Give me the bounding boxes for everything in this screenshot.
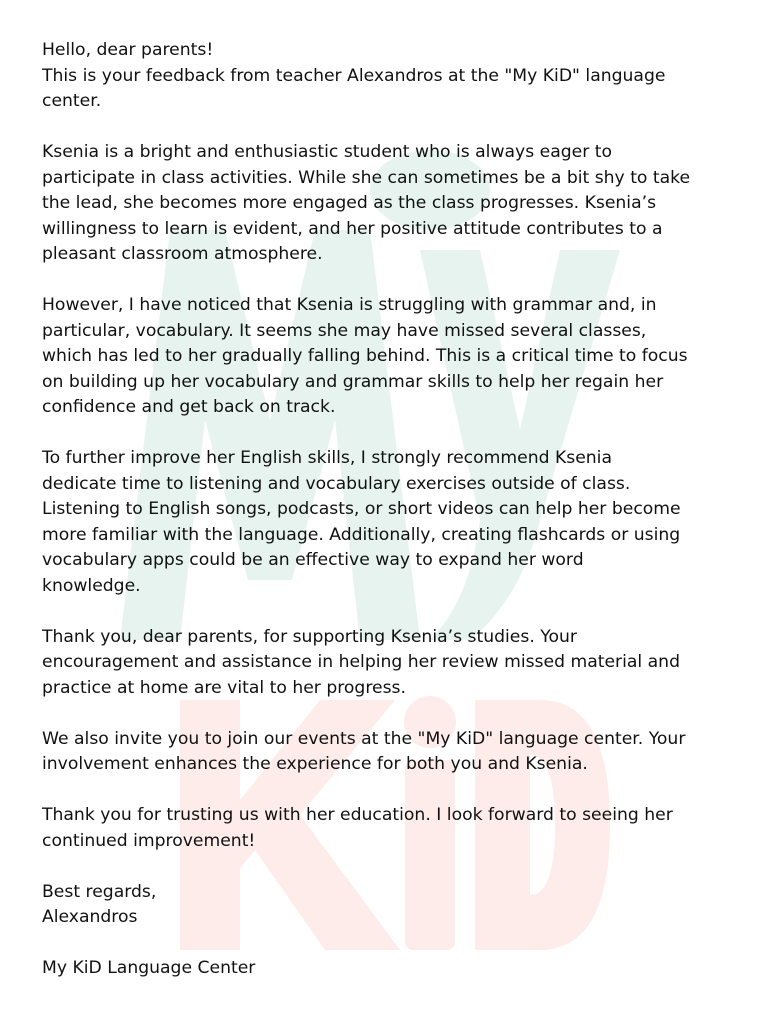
paragraph-thanks-parents bbox=[42, 625, 734, 702]
paragraph-line: knowledge. bbox=[42, 575, 141, 596]
paragraph-line: more familiar with the language. Additionally, creating flashcards or using bbox=[42, 524, 681, 545]
signature-block bbox=[42, 880, 734, 931]
paragraph-line: We also invite you to join our events at the "My KiD" language center. Your bbox=[42, 728, 686, 749]
paragraph-line: continued improvement! bbox=[42, 830, 256, 851]
paragraph-line: However, I have noticed that Ksenia is struggling with grammar and, in bbox=[42, 295, 657, 315]
paragraph-line: confidence and get back on track. bbox=[42, 397, 336, 417]
paragraph-line: willingness to learn is evident, and her positive attitude contributes to a bbox=[42, 218, 663, 239]
paragraph-recommendations bbox=[42, 446, 734, 599]
paragraph-line: To further improve her English skills, I strongly recommend Ksenia bbox=[42, 448, 612, 468]
paragraph-line: Thank you, dear parents, for supporting Ksenia’s studies. Your bbox=[42, 626, 577, 647]
paragraph-line: vocabulary apps could be an effective way to expand her word bbox=[42, 550, 584, 570]
feedback-letter bbox=[42, 38, 734, 982]
paragraph-line: dedicate time to listening and vocabulary exercises outside of class. bbox=[42, 473, 631, 494]
paragraph-events-invitation bbox=[42, 727, 734, 778]
signature-name: Alexandros bbox=[42, 907, 138, 927]
paragraph-line: pleasant classroom atmosphere. bbox=[42, 244, 323, 264]
paragraph-line: involvement enhances the experience for both you and Ksenia. bbox=[42, 754, 588, 774]
paragraph-student-description bbox=[42, 140, 734, 268]
paragraph-line: the lead, she becomes more engaged as the class progresses. Ksenia’s bbox=[42, 193, 657, 213]
paragraph-line: participate in class activities. While she can sometimes be a bit shy to take bbox=[42, 167, 691, 188]
paragraph-struggles bbox=[42, 293, 734, 421]
paragraph-line: which has led to her gradually falling behind. This is a critical time to focus bbox=[42, 346, 688, 366]
organization-block bbox=[42, 956, 734, 982]
paragraph-line: encouragement and assistance in helping her review missed material and bbox=[42, 652, 680, 672]
paragraph-line: on building up her vocabulary and grammar skills to help her regain her bbox=[42, 371, 664, 392]
closing: Best regards, bbox=[42, 881, 157, 902]
paragraph-trust bbox=[42, 803, 734, 854]
paragraph-line: Listening to English songs, podcasts, or short videos can help her become bbox=[42, 499, 681, 519]
intro-line: center. bbox=[42, 91, 102, 111]
paragraph-line: practice at home are vital to her progress. bbox=[42, 677, 406, 698]
organization-name: My KiD Language Center bbox=[42, 958, 256, 978]
paragraph-line: Thank you for trusting us with her education. I look forward to seeing her bbox=[42, 805, 673, 825]
paragraph-line: Ksenia is a bright and enthusiastic student who is always eager to bbox=[42, 142, 612, 162]
greeting: Hello, dear parents! bbox=[42, 40, 214, 60]
paragraph-line: particular, vocabulary. It seems she may have missed several classes, bbox=[42, 320, 647, 341]
greeting-block bbox=[42, 38, 734, 115]
intro-line: This is your feedback from teacher Alexandros at the "My KiD" language bbox=[42, 65, 666, 86]
